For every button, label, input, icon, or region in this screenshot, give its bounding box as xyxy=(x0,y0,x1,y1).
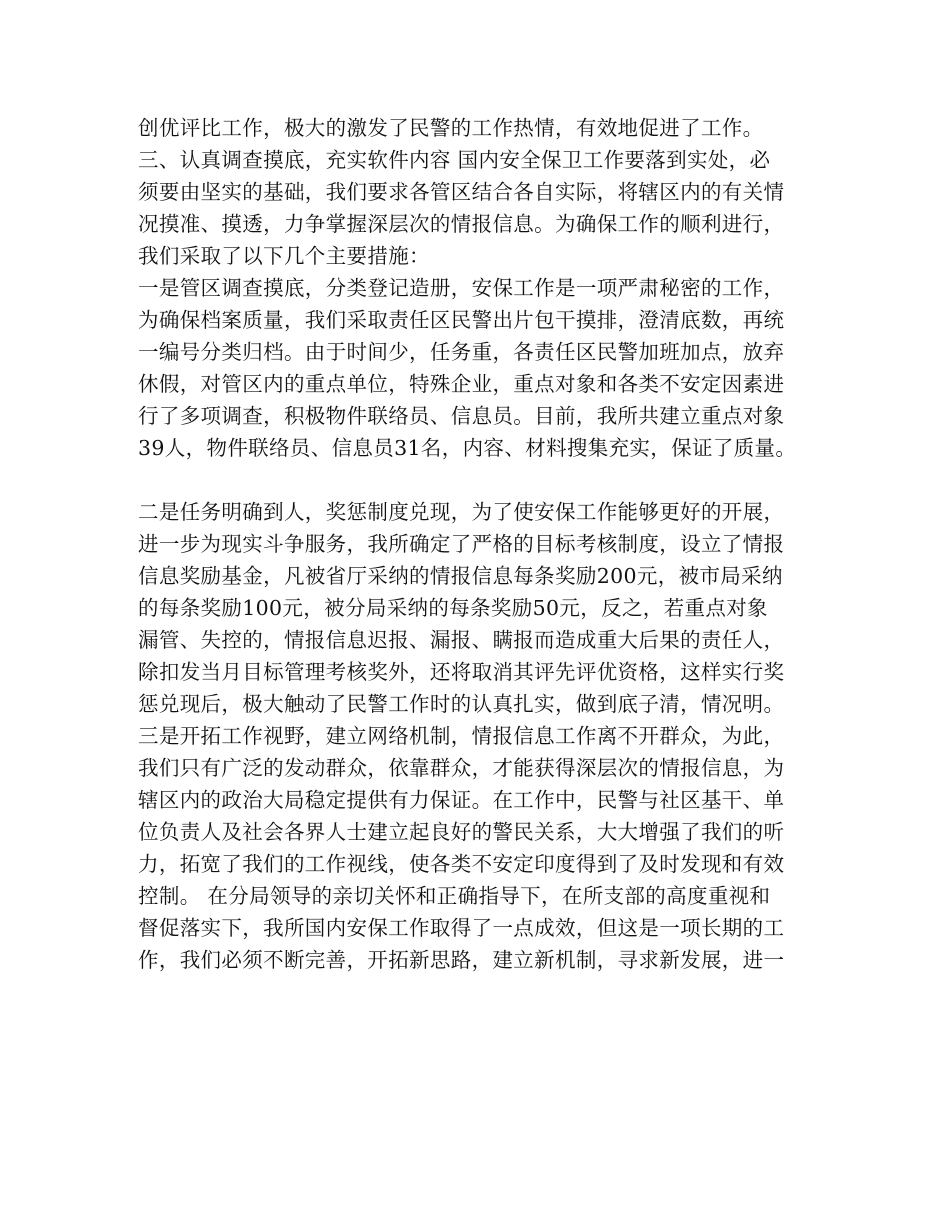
text-line: 为确保档案质量，我们采取责任区民警出片包干摸排，澄清底数，再统 xyxy=(138,308,785,332)
text-line: 须要由坚实的基础，我们要求各管区结合各自实际，将辖区内的有关情 xyxy=(138,180,785,204)
text-line: 休假，对管区内的重点单位，特殊企业，重点对象和各类不安定因素进 xyxy=(138,372,785,396)
text-line: 我们采取了以下几个主要措施： xyxy=(138,244,430,268)
text-line: 辖区内的政治大局稳定提供有力保证。在工作中，民警与社区基干、单 xyxy=(138,788,785,812)
paragraph-gap xyxy=(138,464,838,496)
section-heading-line: 三、认真调查摸底，充实软件内容 国内安全保卫工作要落到实处，必 xyxy=(138,148,771,172)
text-line: 进一步为现实斗争服务，我所确定了严格的目标考核制度，设立了情报 xyxy=(138,532,785,556)
text-line: 位负责人及社会各界人士建立起良好的警民关系，大大增强了我们的听 xyxy=(138,820,785,844)
text-line: 一编号分类归档。由于时间少，任务重，各责任区民警加班加点，放弃 xyxy=(138,340,785,364)
text-line: 力，拓宽了我们的工作视线，使各类不安定印度得到了及时发现和有效 xyxy=(138,852,785,876)
text-line: 我们只有广泛的发动群众，依靠群众，才能获得深层次的情报信息，为 xyxy=(138,756,785,780)
text-line: 一是管区调查摸底，分类登记造册，安保工作是一项严肃秘密的工作， xyxy=(138,276,785,300)
text-line: 39人，物件联络员、信息员31名，内容、材料搜集充实，保证了质量。 xyxy=(138,436,797,460)
text-line: 创优评比工作，极大的激发了民警的工作热情，有效地促进了工作。 xyxy=(138,116,764,140)
text-line: 作，我们必须不断完善，开拓新思路，建立新机制，寻求新发展，进一 xyxy=(138,948,785,972)
text-line: 的每条奖励100元，被分局采纳的每条奖励50元，反之，若重点对象 xyxy=(138,596,768,620)
text-line: 三是开拓工作视野，建立网络机制，情报信息工作离不开群众，为此， xyxy=(138,724,785,748)
text-line: 督促落实下，我所国内安保工作取得了一点成效，但这是一项长期的工 xyxy=(138,916,785,940)
text-line: 信息奖励基金，凡被省厅采纳的情报信息每条奖励200元，被市局采纳 xyxy=(138,564,783,588)
text-line: 况摸准、摸透，力争掌握深层次的情报信息。为确保工作的顺利进行， xyxy=(138,212,785,236)
document-body xyxy=(138,112,838,976)
text-line: 惩兑现后，极大触动了民警工作时的认真扎实，做到底子清，情况明。 xyxy=(138,692,785,716)
text-line: 二是任务明确到人，奖惩制度兑现，为了使安保工作能够更好的开展， xyxy=(138,500,785,524)
text-line: 控制。 在分局领导的亲切关怀和正确指导下，在所支部的高度重视和 xyxy=(138,884,771,908)
text-line: 除扣发当月目标管理考核奖外，还将取消其评先评优资格，这样实行奖 xyxy=(138,660,785,684)
text-line: 漏管、失控的，情报信息迟报、漏报、瞒报而造成重大后果的责任人， xyxy=(138,628,785,652)
text-line: 行了多项调查，积极物件联络员、信息员。目前，我所共建立重点对象 xyxy=(138,404,785,428)
